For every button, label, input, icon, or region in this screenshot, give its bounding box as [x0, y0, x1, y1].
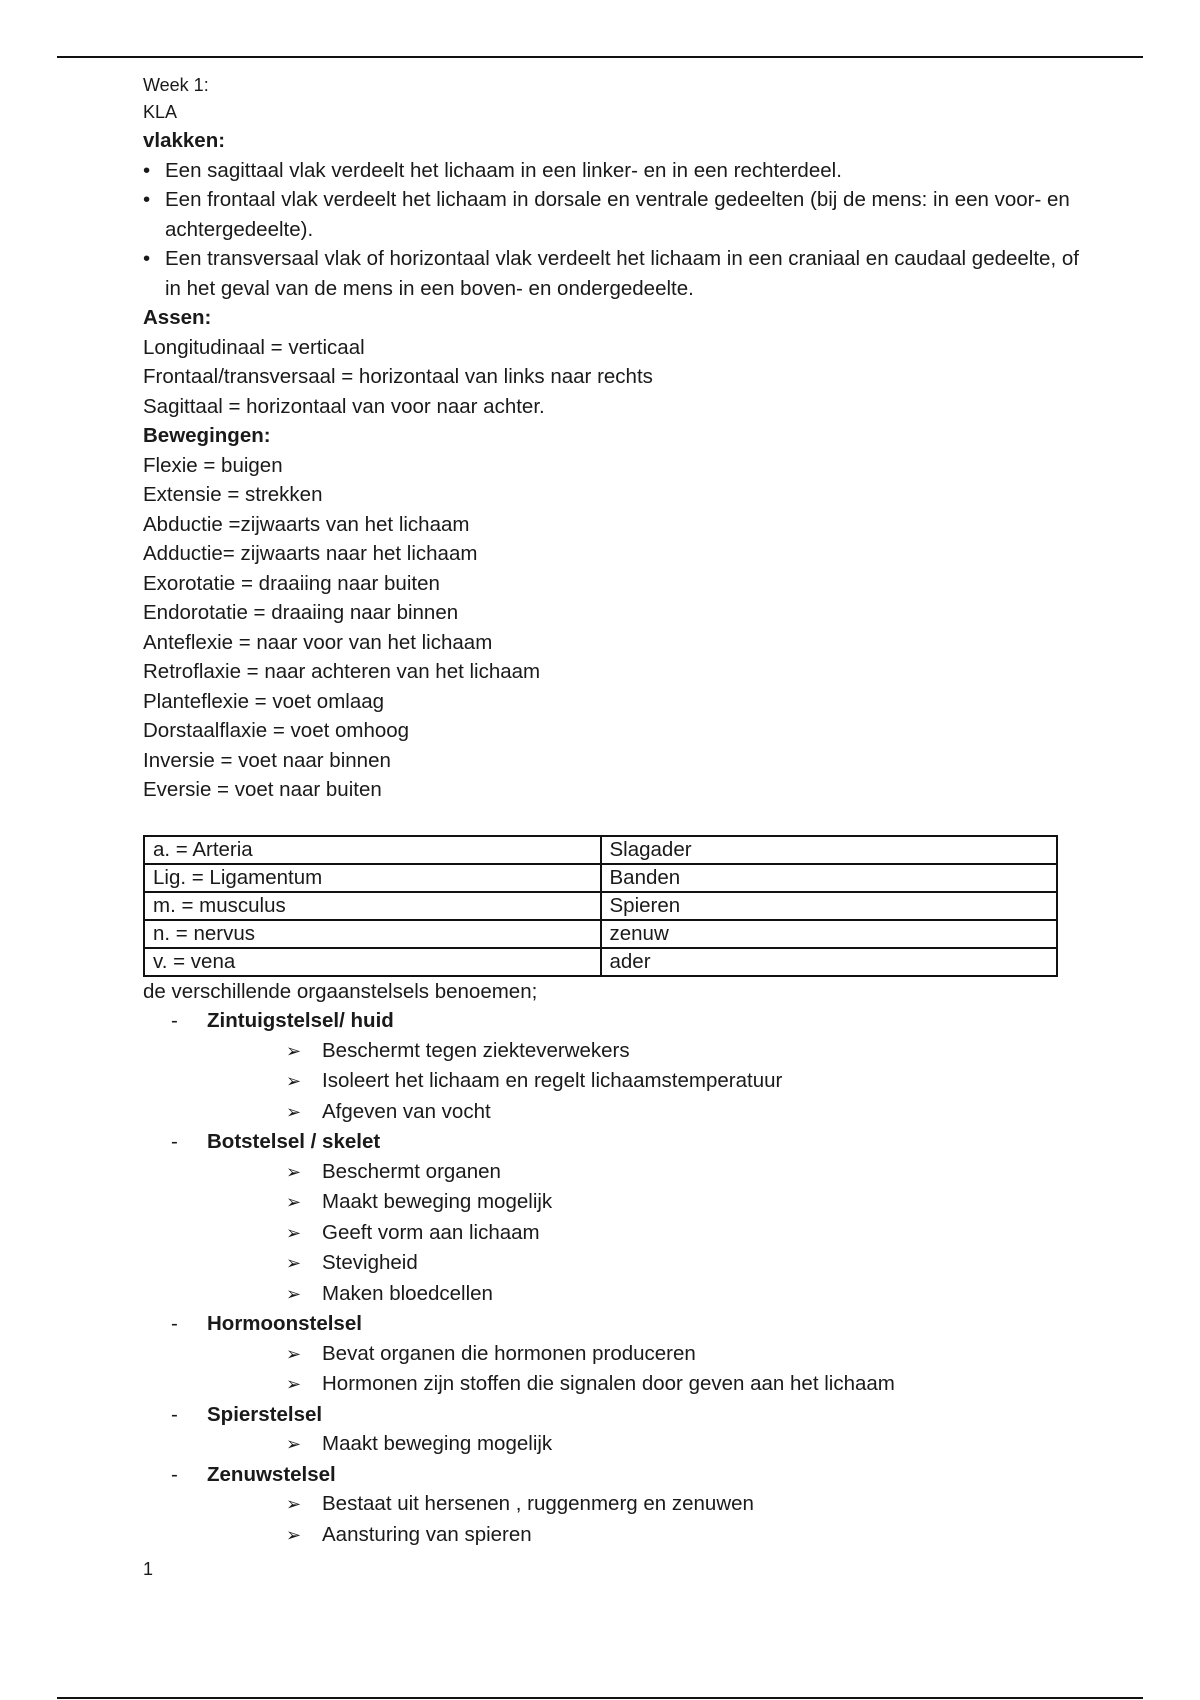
meaning-cell: zenuw — [601, 920, 1058, 948]
system-title: Hormoonstelsel — [207, 1312, 362, 1335]
arrow-bullet-icon: ➢ — [286, 1192, 302, 1212]
abbreviation-cell: n. = nervus — [144, 920, 601, 948]
abbreviation-cell: v. = vena — [144, 948, 601, 976]
system-item — [171, 1309, 1083, 1339]
arrow-bullet-icon: ➢ — [286, 1101, 302, 1122]
table-row — [144, 864, 1057, 892]
arrow-bullet-icon: ➢ — [286, 1343, 302, 1364]
document-body — [143, 72, 1083, 1583]
course-label: KLA — [143, 102, 178, 122]
meaning-cell: Slagader — [601, 836, 1058, 864]
system-title: Botstelsel / skelet — [207, 1130, 381, 1153]
dash-marker: - — [171, 1312, 178, 1335]
system-point — [286, 1066, 1083, 1097]
system-item — [171, 1006, 1083, 1036]
system-point-text: Geeft vorm aan lichaam — [322, 1220, 540, 1244]
systems-list — [143, 1006, 1083, 1550]
arrow-bullet-icon: ➢ — [286, 1071, 302, 1091]
system-point — [286, 1520, 1083, 1551]
system-point — [286, 1279, 1083, 1310]
movement-item: Eversie = voet naar buiten — [143, 778, 382, 801]
abbreviation-cell: Lig. = Ligamentum — [144, 864, 601, 892]
table-row — [144, 892, 1057, 920]
meaning-cell: Spieren — [601, 892, 1058, 920]
system-point — [286, 1036, 1083, 1067]
top-rule — [57, 56, 1143, 58]
arrow-bullet-icon: ➢ — [286, 1161, 302, 1182]
system-point — [286, 1187, 1083, 1218]
system-point — [286, 1097, 1083, 1128]
meaning-cell: ader — [601, 948, 1058, 976]
movement-item: Retroflaxie = naar achteren van het lichaam — [143, 660, 541, 683]
dash-marker: - — [171, 1130, 178, 1153]
abbreviation-cell: a. = Arteria — [144, 836, 601, 864]
system-point — [286, 1369, 1083, 1400]
system-point — [286, 1489, 1083, 1520]
axis-item: Frontaal/transversaal = horizontaal van links naar rechts — [143, 365, 653, 388]
plane-item — [143, 185, 1083, 244]
system-item — [171, 1400, 1083, 1430]
movement-item: Abductie =zijwaarts van het lichaam — [143, 512, 470, 536]
table-row — [144, 948, 1057, 976]
system-point — [286, 1339, 1083, 1370]
plane-text: Een frontaal vlak verdeelt het lichaam in dorsale en ventrale gedeelten (bij de mens: in een voor- en achtergedeelte). — [165, 188, 1070, 241]
arrow-bullet-icon: ➢ — [286, 1524, 302, 1545]
system-point — [286, 1429, 1083, 1460]
movements-list — [143, 451, 1083, 805]
system-point-text: Aansturing van spieren — [322, 1522, 532, 1546]
dash-marker: - — [171, 1402, 178, 1426]
bottom-rule — [57, 1697, 1143, 1699]
plane-text: Een transversaal vlak of horizontaal vlak verdeelt het lichaam in een craniaal en caudaal gedeelte, of in het geval van de mens in een boven- en ondergedeelte. — [165, 247, 1079, 300]
abbreviation-table — [143, 835, 1058, 977]
movement-item: Endorotatie = draaiing naar binnen — [143, 601, 459, 624]
arrow-bullet-icon: ➢ — [286, 1253, 302, 1273]
plane-text: Een sagittaal vlak verdeelt het lichaam in een linker- en in een rechterdeel. — [165, 158, 842, 182]
bullet-icon: • — [143, 158, 151, 182]
table-row — [144, 836, 1057, 864]
axes-list — [143, 333, 1083, 422]
axis-item: Sagittaal = horizontaal van voor naar achter. — [143, 394, 545, 418]
system-point-text: Maken bloedcellen — [322, 1281, 493, 1305]
arrow-bullet-icon: ➢ — [286, 1283, 302, 1304]
arrow-bullet-icon: ➢ — [286, 1374, 302, 1394]
planes-heading: vlakken: — [143, 129, 226, 152]
system-point-text: Stevigheid — [322, 1251, 418, 1274]
movement-item: Inversie = voet naar binnen — [143, 748, 391, 772]
planes-list — [143, 156, 1083, 304]
system-title: Spierstelsel — [207, 1402, 323, 1426]
page-number: 1 — [143, 1559, 154, 1579]
plane-item — [143, 244, 1083, 303]
bullet-icon: • — [143, 247, 151, 270]
system-point — [286, 1218, 1083, 1249]
system-point-text: Maakt beweging mogelijk — [322, 1432, 553, 1455]
system-point — [286, 1248, 1083, 1279]
movement-item: Exorotatie = draaiing naar buiten — [143, 571, 440, 595]
movements-heading: Bewegingen: — [143, 424, 271, 447]
bullet-icon: • — [143, 188, 151, 211]
meaning-cell: Banden — [601, 864, 1058, 892]
movement-item: Planteflexie = voet omlaag — [143, 689, 385, 713]
dash-marker: - — [171, 1009, 178, 1032]
movement-item: Anteflexie = naar voor van het lichaam — [143, 630, 493, 654]
movement-item: Extensie = strekken — [143, 483, 323, 506]
system-point-text: Bevat organen die hormonen produceren — [322, 1341, 696, 1365]
movement-item: Dorstaalflaxie = voet omhoog — [143, 719, 410, 742]
week-label: Week 1: — [143, 75, 209, 95]
abbreviation-cell: m. = musculus — [144, 892, 601, 920]
arrow-bullet-icon: ➢ — [286, 1040, 302, 1061]
axes-heading: Assen: — [143, 306, 212, 329]
movement-item: Flexie = buigen — [143, 453, 283, 477]
arrow-bullet-icon: ➢ — [286, 1494, 302, 1514]
arrow-bullet-icon: ➢ — [286, 1222, 302, 1243]
system-item — [171, 1127, 1083, 1157]
arrow-bullet-icon: ➢ — [286, 1434, 302, 1454]
systems-intro: de verschillende orgaanstelsels benoemen; — [143, 979, 538, 1003]
system-point-text: Maakt beweging mogelijk — [322, 1190, 553, 1213]
movement-item: Adductie= zijwaarts naar het lichaam — [143, 542, 478, 565]
system-point-text: Isoleert het lichaam en regelt lichaamstemperatuur — [322, 1069, 783, 1092]
table-row — [144, 920, 1057, 948]
system-point-text: Hormonen zijn stoffen die signalen door geven aan het lichaam — [322, 1372, 895, 1395]
system-point-text: Beschermt tegen ziekteverwekers — [322, 1038, 630, 1062]
system-title: Zintuigstelsel/ huid — [207, 1009, 394, 1032]
plane-item — [143, 156, 1083, 186]
axis-item: Longitudinaal = verticaal — [143, 335, 365, 359]
system-point — [286, 1157, 1083, 1188]
dash-marker: - — [171, 1462, 178, 1486]
system-point-text: Beschermt organen — [322, 1159, 501, 1183]
system-point-text: Bestaat uit hersenen , ruggenmerg en zenuwen — [322, 1492, 754, 1515]
system-point-text: Afgeven van vocht — [322, 1099, 491, 1123]
system-title: Zenuwstelsel — [207, 1462, 336, 1486]
system-item — [171, 1460, 1083, 1490]
